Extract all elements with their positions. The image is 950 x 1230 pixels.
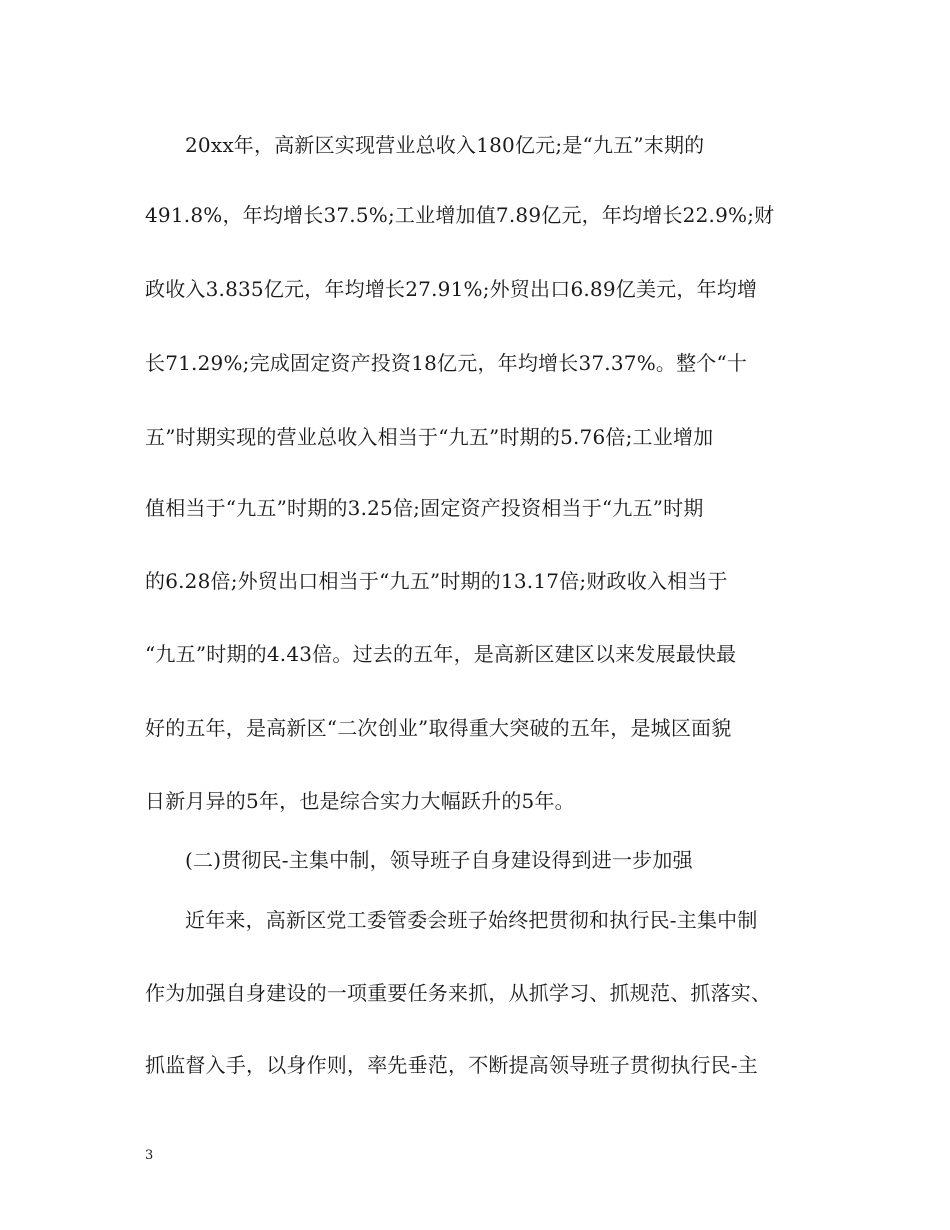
paragraph-line-7: 的6.28倍;外贸出口相当于“九五”时期的13.17倍;财政收入相当于 [145, 569, 728, 593]
page-number: 3 [145, 1148, 154, 1163]
paragraph-line-9: 好的五年，是高新区“二次创业”取得重大突破的五年，是城区面貌 [145, 716, 732, 740]
paragraph-line-14: 抓监督入手，以身作则，率先垂范，不断提高领导班子贯彻执行民-主 [145, 1053, 758, 1077]
section-heading: (二)贯彻民-主集中制，领导班子自身建设得到进一步加强 [185, 848, 693, 872]
paragraph-line-3: 政收入3.835亿元，年均增长27.91%;外贸出口6.89亿美元，年均增 [145, 277, 758, 301]
paragraph-line-13: 作为加强自身建设的一项重要任务来抓，从抓学习、抓规范、抓落实、 [145, 981, 772, 1005]
paragraph-line-8: “九五”时期的4.43倍。过去的五年，是高新区建区以来发展最快最 [145, 642, 737, 666]
paragraph-line-12: 近年来，高新区党工委管委会班子始终把贯彻和执行民-主集中制 [185, 908, 758, 932]
paragraph-line-4: 长71.29%;完成固定资产投资18亿元，年均增长37.37%。整个“十 [145, 351, 748, 375]
paragraph-line-5: 五”时期实现的营业总收入相当于“九五”时期的5.76倍;工业增加 [145, 425, 714, 449]
paragraph-line-6: 值相当于“九五”时期的3.25倍;固定资产投资相当于“九五”时期 [145, 496, 704, 520]
paragraph-line-1: 20xx年，高新区实现营业总收入180亿元;是“九五”末期的 [185, 133, 705, 157]
paragraph-line-10: 日新月异的5年，也是综合实力大幅跃升的5年。 [145, 789, 575, 813]
paragraph-line-2: 491.8%，年均增长37.5%;工业增加值7.89亿元，年均增长22.9%;财 [145, 203, 775, 227]
